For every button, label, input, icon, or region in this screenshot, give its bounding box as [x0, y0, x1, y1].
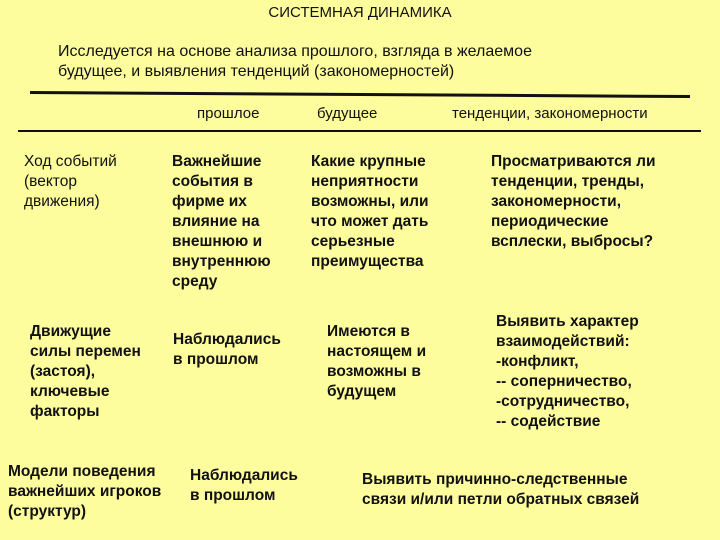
row3-label: Модели поведения важнейших игроков (структур) — [8, 463, 162, 520]
row2-trends: Выявить характер взаимодействий: -конфликт, -- соперничество, -сотрудничество, -- содействие — [496, 313, 639, 430]
page-title: СИСТЕМНАЯ ДИНАМИКА — [268, 4, 452, 21]
row2-past: Наблюдались в прошлом — [173, 331, 281, 368]
row1-past: Важнейшие события в фирме их влияние на внешнюю и внутреннюю среду — [172, 153, 271, 290]
header-divider — [18, 130, 701, 132]
row1-trends: Просматриваются ли тенденции, тренды, закономерности, периодические всплески, выбросы? — [491, 153, 656, 250]
header-trends: тенденции, закономерности — [452, 105, 648, 122]
row2-label: Движущие силы перемен (застоя), ключевые факторы — [30, 323, 141, 420]
row3-past: Наблюдались в прошлом — [190, 467, 298, 504]
page-subtitle: Исследуется на основе анализа прошлого, взгляда в желаемое будущее, и выявления тенденций (закономерностей) — [58, 43, 532, 80]
row2-future: Имеются в настоящем и возможны в будущем — [327, 323, 427, 400]
top-divider — [30, 91, 690, 98]
header-past: прошлое — [197, 105, 260, 122]
row1-label: Ход событий (вектор движения) — [24, 153, 117, 210]
row1-future: Какие крупные неприятности возможны, или что может дать серьезные преимущества — [311, 153, 429, 270]
row3-trends: Выявить причинно-следственные связи и/или петли обратных связей — [362, 471, 640, 508]
header-future: будущее — [317, 105, 378, 122]
